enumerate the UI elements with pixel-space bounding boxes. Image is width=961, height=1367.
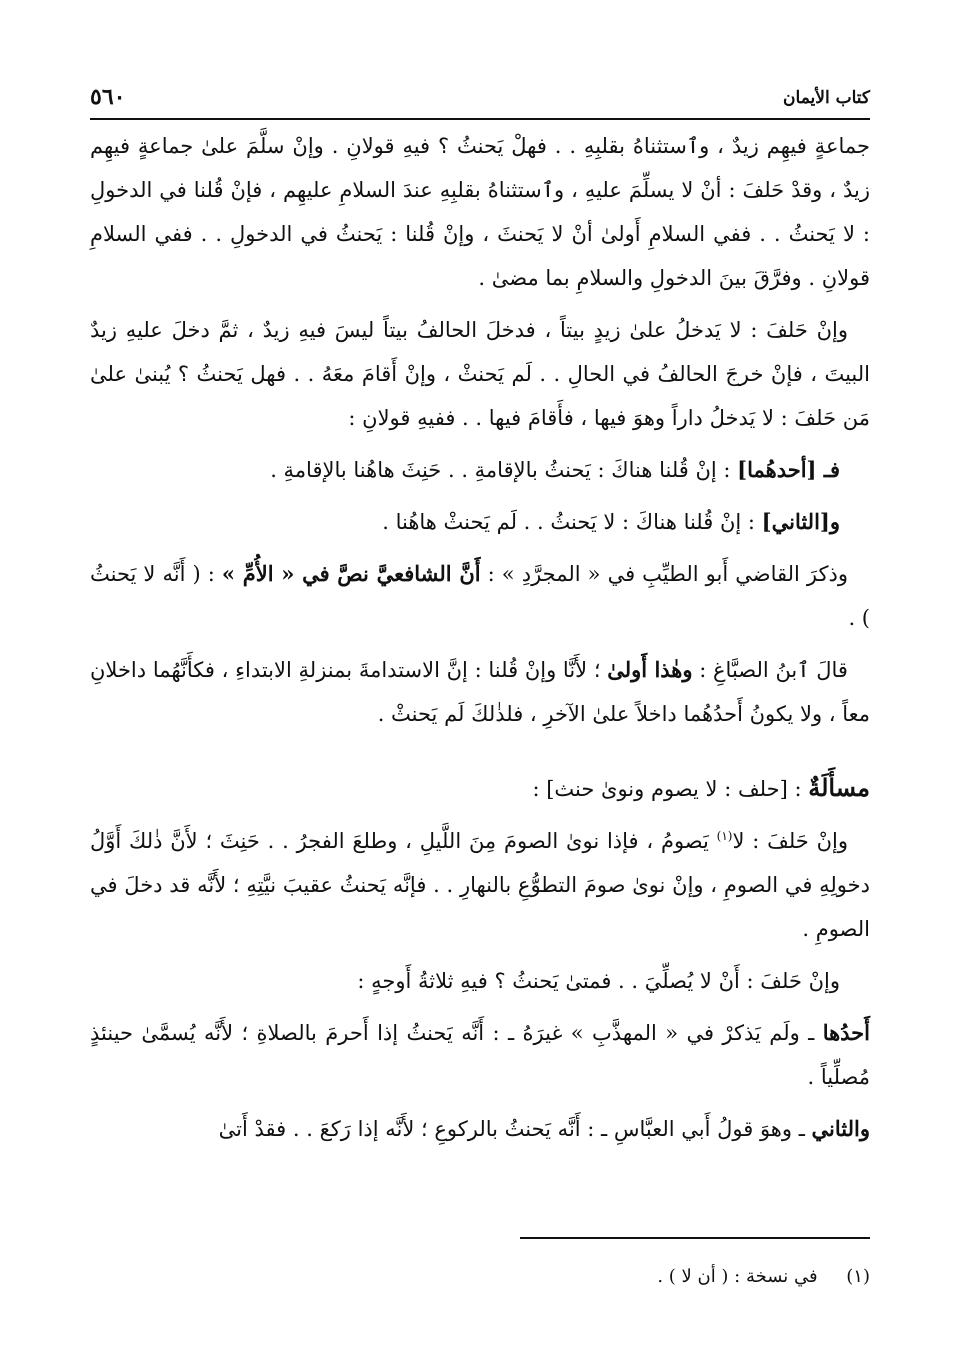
paragraph-9 — [90, 1011, 870, 1099]
paragraph-5-part-a: وذكرَ القاضي أَبو الطيِّبِ في « المجرَّدِ » : — [480, 562, 849, 586]
second-opinion-label: و[الثاني] — [761, 509, 840, 534]
paragraph-6-part-a: قالَ ٱبنُ الصبَّاغِ : — [692, 658, 848, 682]
paragraph-6 — [90, 648, 870, 736]
header-rule — [90, 118, 870, 120]
first-opinion-text: : إنْ قُلنا هناكَ : يَحنثُ بالإقامةِ . . حَنِثَ هاهُنا بالإقامةِ . — [270, 458, 738, 482]
second-opinion-text: : إنْ قُلنا هناكَ : لا يَحنثُ . . لَم يَحنثْ هاهُنا . — [382, 510, 762, 534]
paragraph-7-part-b: يَصومُ ، فإذا نوىٰ الصومَ مِنَ اللَّيلِ ، وطلعَ الفجرُ . . حَنِثَ ؛ لأَنَّ ذٰلكَ أَوَّلُ دخولِهِ في الصومِ ، وإنْ نوىٰ صومَ التطوُّعِ بالنهارِ . . فإنَّه يَحنثُ عقيبَ نيَّتِهِ ؛ لأَنَّه قد دخلَ في الصومِ . — [90, 829, 870, 941]
first-view-label: أَحدُها — [822, 1020, 870, 1045]
paragraph-5 — [90, 552, 870, 640]
first-view-text: ـ ولَم يَذكرْ في « المهذَّبِ » غيرَهُ ـ : أَنَّه يَحنثُ إذا أَحرمَ بالصلاةِ ؛ لأَنَّه يُسمَّىٰ حينئذٍ مُصلِّياً . — [90, 1021, 870, 1089]
second-view-text: ـ وهوَ قولُ أَبي العبَّاسِ ـ : أَنَّه يَحنثُ بالركوعِ ؛ لأَنَّه إذا رَكعَ . . فقدْ أَتىٰ — [218, 1117, 812, 1141]
footnote-number: (١) — [846, 1266, 870, 1287]
main-text — [90, 124, 870, 1159]
paragraph-6-part-c: ؛ لأَنَّا وإنْ قُلنا : إنَّ الاستدامةَ بمنزلةِ الابتداءِ ، فكأَنَّهُما داخلانِ معاً ، ولا يكونُ أَحدُهُما داخلاً علىٰ الآخرِ ، فلذٰلكَ لَم يَحنثْ . — [90, 658, 870, 726]
footnote-rule — [520, 1237, 870, 1239]
paragraph-2: وإنْ حَلفَ : لا يَدخلُ علىٰ زيدٍ بيتاً ، فدخلَ الحالفُ بيتاً ليسَ فيهِ زيدٌ ، ثمَّ دخلَ عليهِ زيدٌ البيتَ ، فإنْ خرجَ الحالفُ في الحالِ . . لَم يَحنثْ ، وإنْ أَقامَ معَهُ . . فهل يَحنثُ ؟ يُبنىٰ علىٰ مَن حَلفَ : لا يَدخلُ داراً وهوَ فيها ، فأَقامَ فيها . . ففيهِ قولانِ : — [90, 318, 870, 430]
paragraph-7-part-a: وإنْ حَلفَ : لا — [732, 829, 848, 853]
paragraph-6-emphasis: وهٰذا أَولىٰ — [607, 657, 693, 682]
first-opinion-label: فـ [أحدهُما] — [737, 457, 840, 482]
footnote — [90, 1262, 870, 1292]
footnote-marker[interactable]: (١) — [716, 829, 733, 843]
masala-heading — [90, 766, 870, 811]
paragraph-5-part-c: : ( أَنَّه لا يَحنثُ ) . — [90, 562, 870, 630]
page-header — [90, 84, 870, 118]
paragraph-4 — [90, 500, 870, 544]
paragraph-10 — [90, 1107, 870, 1151]
paragraph-1: جماعةٍ فيهِم زيدٌ ، وٱستثناهُ بقلبِهِ . . فهلْ يَحنثُ ؟ فيهِ قولانِ . وإنْ سلَّمَ علىٰ جماعةٍ فيهِم زيدٌ ، وقدْ حَلفَ : أنْ لا يسلِّمَ عليهِ ، وٱستثناهُ بقلبِهِ عندَ السلامِ عليهِم ، فإنْ قُلنا في الدخولِ : لا يَحنثُ . . ففي السلامِ أَولىٰ أنْ لا يَحنثَ ، وإنْ قُلنا : يَحنثُ في الدخولِ . . ففي السلامِ قولانِ . وفرَّقَ بينَ الدخولِ والسلامِ بما مضىٰ . — [90, 134, 870, 290]
paragraph-3 — [90, 448, 870, 492]
second-view-label: والثاني — [811, 1116, 870, 1141]
paragraph-8: وإنْ حَلفَ : أَنْ لا يُصلِّيَ . . فمتىٰ يَحنثُ ؟ فيهِ ثلاثةُ أَوجهٍ : — [357, 969, 840, 993]
page-number: ٥٦٠ — [90, 84, 126, 110]
footnote-text: في نسخة : ( أن لا ) . — [657, 1266, 818, 1287]
masala-title: : [حلف : لا يصوم ونوىٰ حنث] : — [532, 777, 809, 801]
masala-label: مسأَلَةٌ — [808, 773, 870, 802]
book-title: كتاب الأيمان — [783, 88, 870, 108]
paragraph-5-emphasis: أَنَّ الشافعيَّ نصَّ في « الأُمِّ » — [221, 561, 481, 586]
paragraph-7 — [90, 819, 870, 951]
